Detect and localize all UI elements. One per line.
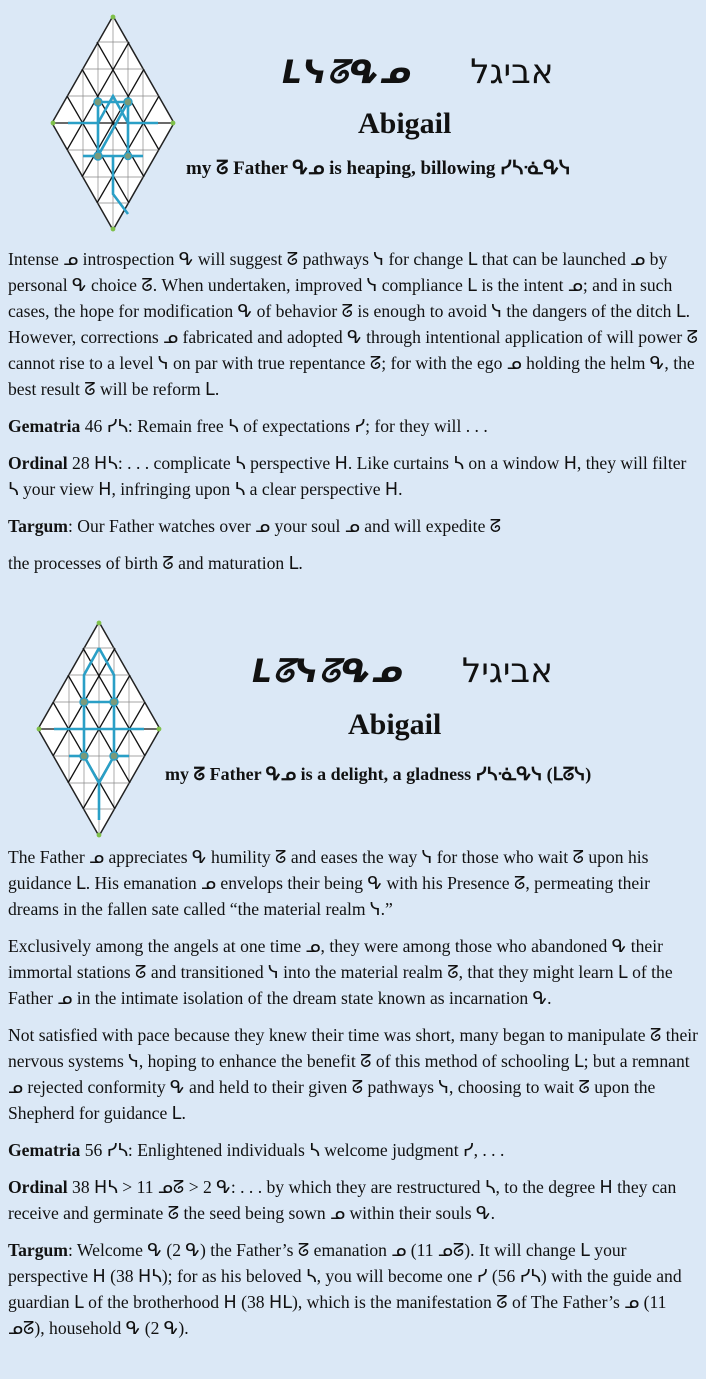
gematria-line — [8, 413, 700, 439]
gematria-text: 46 ᓯᓴ: Remain free ᓴ of expectations ᓯ; for they will . . . — [80, 416, 488, 436]
name-title-row — [252, 651, 553, 691]
targum-text: : Welcome ᕴ (2 ᕴ) the Father’s ᘔ emanation ᓄ (11 ᓄᘔ). It will change ᒪ your perspective ᕼ (38 ᕼᓴ); for as his beloved ᓴ, you will become one ᓯ (56 ᓯᓴ) with the guide and guardian ᒪ of the brotherhood ᕼ (38 ᕼᒪ), which is the manifestation ᘔ of The Father’s ᓄ (11 ᓄᘔ), household ᕴ (2 ᕴ). — [8, 1240, 682, 1338]
name-meaning: my ᘔ Father ᕴᓄ is a delight, a gladness ᓯᓴᓍᕴᓭ (ᒪᘔᓭ) — [165, 764, 592, 784]
entry-1 — [0, 0, 706, 615]
tree-of-life-diamond-icon — [36, 619, 162, 839]
targum-line — [8, 1237, 700, 1341]
paragraph: Not satisfied with pace because they knew their time was short, many began to manipulate ᘔ their nervous systems ᓭ, hoping to enhance the benefit ᘔ of this method of schooling ᒪ; but a remnant ᓄ rejected conformity ᕴ and held to their given ᘔ pathways ᓭ, choosing to wait ᘔ upon the Shepherd for guidance ᒪ. — [8, 1025, 699, 1123]
targum-line — [8, 513, 700, 539]
name-title-row — [282, 52, 554, 92]
paragraph: Exclusively among the angels at one time ᓄ, they were among those who abandoned ᕴ their immortal stations ᘔ and transitioned ᓭ into the material realm ᘔ, that they might learn ᒪ of the Father ᓄ in the intimate isolation of the dream state known as incarnation ᕴ. — [8, 936, 673, 1008]
paleo-hebrew-name: ᒪᓭᘔᕴᓄ — [282, 52, 413, 91]
english-name: Abigail — [358, 107, 452, 140]
gematria-line — [8, 1137, 700, 1163]
ordinal-text: 28 ᕼᓴ: . . . complicate ᓴ perspective ᕼ. Like curtains ᓴ on a window ᕼ, they will filter ᓴ your view ᕼ, infringing upon ᓴ a clear perspective ᕼ. — [8, 453, 687, 499]
ordinal-line — [8, 1174, 700, 1226]
paleo-hebrew-name: ᒪᘔᓭᘔᕴᓄ — [252, 651, 404, 690]
hebrew-name: אביגיל — [461, 651, 553, 691]
entry-2 — [0, 615, 706, 1379]
gematria-text: 56 ᓯᓴ: Enlightened individuals ᓴ welcome judgment ᓯ, . . . — [80, 1140, 505, 1160]
ordinal-text: 38 ᕼᓴ > 11 ᓄᘔ > 2 ᕴ: . . . by which they are restructured ᓴ, to the degree ᕼ they can receive and germinate ᘔ the seed being sown ᓄ within their souls ᕴ. — [8, 1177, 677, 1223]
gematria-label: Gematria — [8, 1140, 81, 1160]
english-name: Abigail — [348, 708, 442, 741]
ordinal-line — [8, 450, 700, 502]
targum-label: Targum — [8, 516, 68, 536]
targum-label: Targum — [8, 1240, 68, 1260]
hebrew-name: אביגל — [470, 52, 554, 92]
name-meaning: my ᘔ Father ᕴᓄ is heaping, billowing ᓯᓴᓍᕴᓭ — [186, 158, 571, 179]
ordinal-label: Ordinal — [8, 1177, 68, 1197]
paragraph: Intense ᓄ introspection ᕴ will suggest ᘔ pathways ᓭ for change ᒪ that can be launched ᓄ by personal ᕴ choice ᘔ. When undertaken, improved ᓭ compliance ᒪ is the intent ᓄ; and in such cases, the hope for modification ᕴ of behavior ᘔ is enough to avoid ᓭ the dangers of the ditch ᒪ. However, corrections ᓄ fabricated and adopted ᕴ through intentional application of will power ᘔ cannot rise to a level ᓭ on par with true repentance ᘔ; for with the ego ᓄ holding the helm ᕴ, the best result ᘔ will be reform ᒪ. — [8, 249, 699, 399]
gematria-label: Gematria — [8, 416, 81, 436]
tree-of-life-diamond-icon — [50, 14, 176, 232]
targum-text: : Our Father watches over ᓄ your soul ᓄ and will expedite ᘔ — [67, 516, 502, 536]
ordinal-label: Ordinal — [8, 453, 68, 473]
entry-body — [8, 246, 700, 587]
paragraph: The Father ᓄ appreciates ᕴ humility ᘔ and eases the way ᓭ for those who wait ᘔ upon his guidance ᒪ. His emanation ᓄ envelops their being ᕴ with his Presence ᘔ, permeating their dreams in the fallen sate called “the material realm ᓭ.” — [8, 847, 650, 919]
targum-continuation: the processes of birth ᘔ and maturation ᒪ. — [8, 553, 303, 573]
entry-body — [8, 844, 700, 1352]
